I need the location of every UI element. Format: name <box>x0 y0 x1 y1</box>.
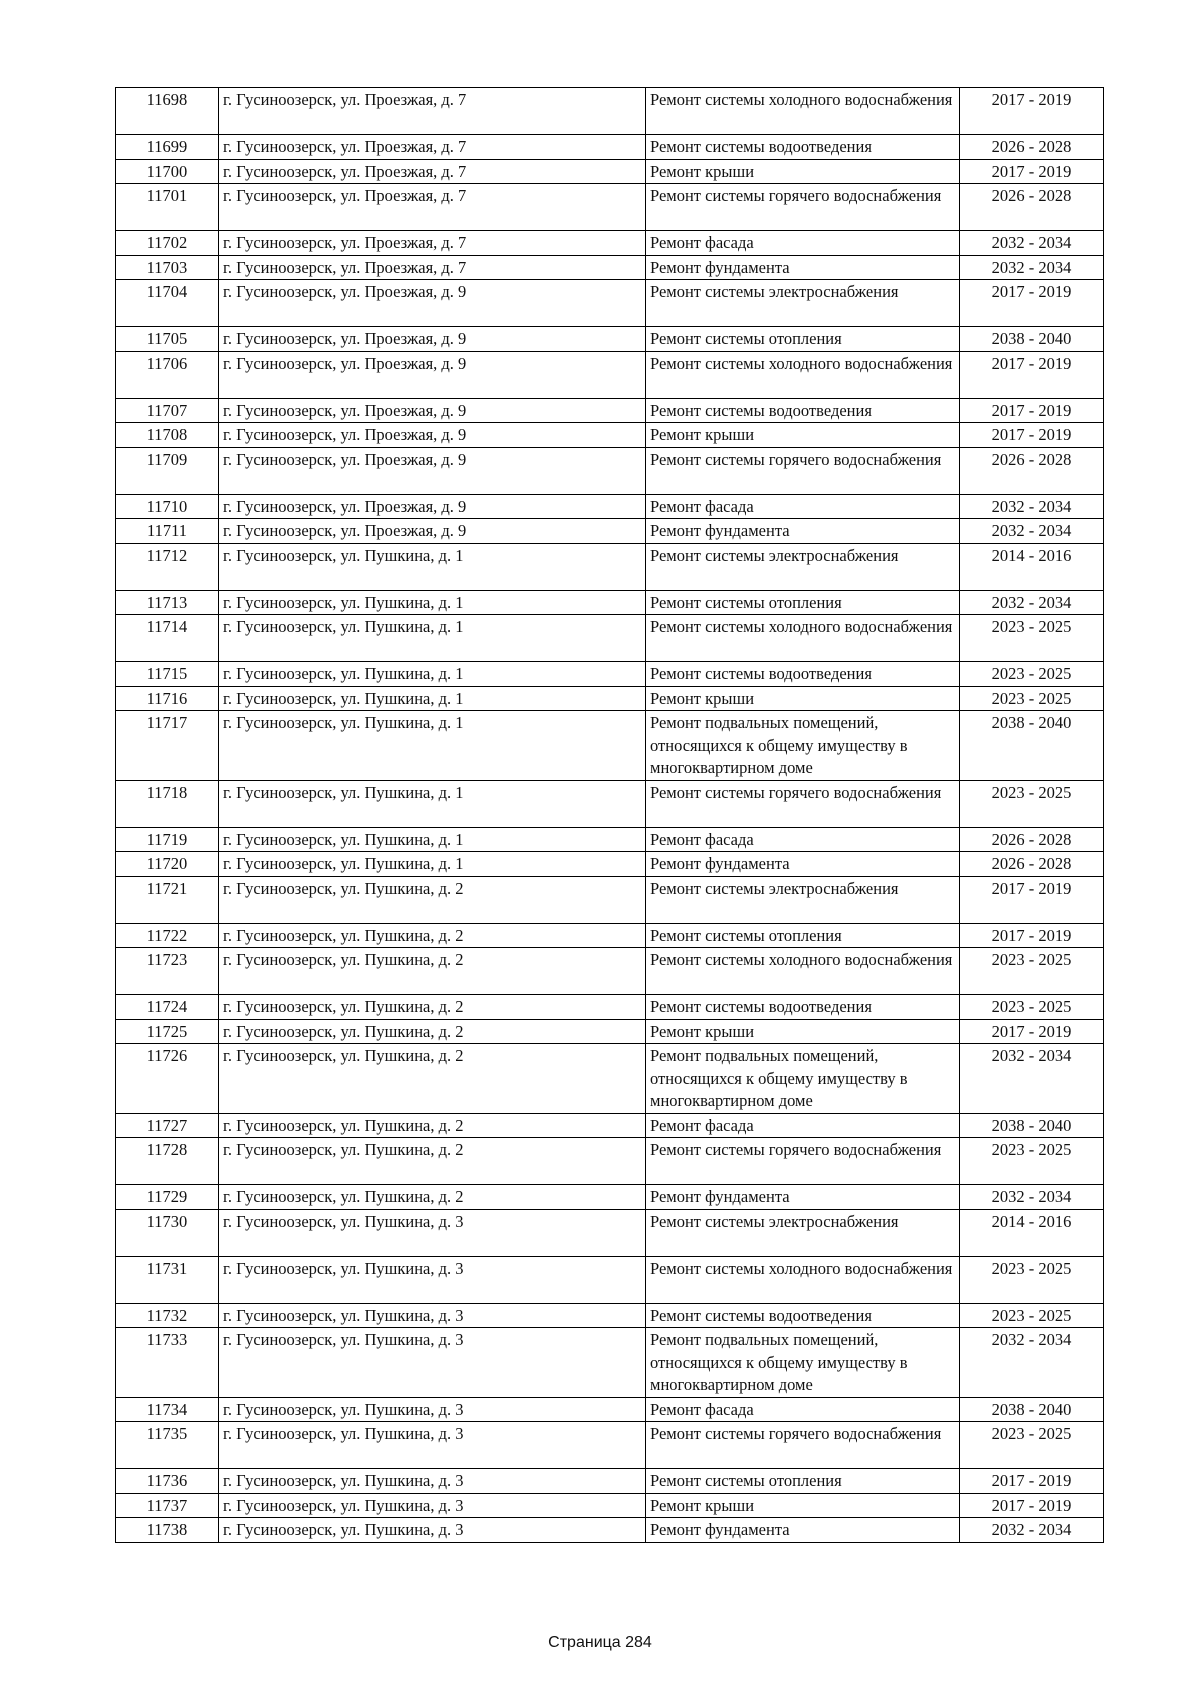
table-row <box>116 662 1104 687</box>
address-cell: г. Гусиноозерск, ул. Проезжая, д. 9 <box>219 351 646 398</box>
table-row <box>116 876 1104 923</box>
address-cell: г. Гусиноозерск, ул. Пушкина, д. 2 <box>219 923 646 948</box>
address-cell: г. Гусиноозерск, ул. Проезжая, д. 9 <box>219 423 646 448</box>
table-row <box>116 184 1104 231</box>
period-cell: 2032 - 2034 <box>960 1328 1104 1398</box>
table-row <box>116 1518 1104 1543</box>
row-number: 11700 <box>116 159 219 184</box>
period-cell: 2017 - 2019 <box>960 159 1104 184</box>
row-number: 11736 <box>116 1469 219 1494</box>
period-cell: 2017 - 2019 <box>960 398 1104 423</box>
period-cell: 2026 - 2028 <box>960 447 1104 494</box>
table-row <box>116 852 1104 877</box>
table-row <box>116 231 1104 256</box>
address-cell: г. Гусиноозерск, ул. Пушкина, д. 3 <box>219 1303 646 1328</box>
row-number: 11720 <box>116 852 219 877</box>
row-number: 11704 <box>116 280 219 327</box>
row-number: 11733 <box>116 1328 219 1398</box>
period-cell: 2032 - 2034 <box>960 494 1104 519</box>
row-number: 11718 <box>116 780 219 827</box>
work-type-cell: Ремонт системы горячего водоснабжения <box>646 1138 960 1185</box>
work-type-cell: Ремонт подвальных помещений, относящихся к общему имуществу в многоквартирном доме <box>646 711 960 781</box>
period-cell: 2017 - 2019 <box>960 1493 1104 1518</box>
period-cell: 2032 - 2034 <box>960 590 1104 615</box>
work-type-cell: Ремонт крыши <box>646 423 960 448</box>
table-row <box>116 948 1104 995</box>
work-type-cell: Ремонт системы водоотведения <box>646 995 960 1020</box>
work-type-cell: Ремонт фасада <box>646 494 960 519</box>
table-row <box>116 590 1104 615</box>
row-number: 11722 <box>116 923 219 948</box>
table-row <box>116 1113 1104 1138</box>
period-cell: 2023 - 2025 <box>960 780 1104 827</box>
address-cell: г. Гусиноозерск, ул. Проезжая, д. 9 <box>219 494 646 519</box>
period-cell: 2023 - 2025 <box>960 615 1104 662</box>
address-cell: г. Гусиноозерск, ул. Пушкина, д. 3 <box>219 1493 646 1518</box>
work-type-cell: Ремонт фундамента <box>646 852 960 877</box>
address-cell: г. Гусиноозерск, ул. Пушкина, д. 1 <box>219 852 646 877</box>
period-cell: 2038 - 2040 <box>960 1397 1104 1422</box>
row-number: 11724 <box>116 995 219 1020</box>
row-number: 11721 <box>116 876 219 923</box>
table-row <box>116 1493 1104 1518</box>
address-cell: г. Гусиноозерск, ул. Проезжая, д. 7 <box>219 135 646 160</box>
period-cell: 2017 - 2019 <box>960 876 1104 923</box>
table-row <box>116 615 1104 662</box>
address-cell: г. Гусиноозерск, ул. Пушкина, д. 2 <box>219 1044 646 1114</box>
address-cell: г. Гусиноозерск, ул. Проезжая, д. 7 <box>219 159 646 184</box>
table-row <box>116 995 1104 1020</box>
period-cell: 2023 - 2025 <box>960 686 1104 711</box>
address-cell: г. Гусиноозерск, ул. Пушкина, д. 1 <box>219 711 646 781</box>
work-type-cell: Ремонт системы отопления <box>646 590 960 615</box>
address-cell: г. Гусиноозерск, ул. Проезжая, д. 7 <box>219 88 646 135</box>
address-cell: г. Гусиноозерск, ул. Пушкина, д. 1 <box>219 662 646 687</box>
row-number: 11705 <box>116 327 219 352</box>
address-cell: г. Гусиноозерск, ул. Проезжая, д. 9 <box>219 280 646 327</box>
work-type-cell: Ремонт крыши <box>646 686 960 711</box>
work-type-cell: Ремонт подвальных помещений, относящихся к общему имуществу в многоквартирном доме <box>646 1044 960 1114</box>
table-row <box>116 1328 1104 1398</box>
row-number: 11731 <box>116 1256 219 1303</box>
table-row <box>116 351 1104 398</box>
table-body <box>116 88 1104 1543</box>
table-row <box>116 1138 1104 1185</box>
work-type-cell: Ремонт фасада <box>646 827 960 852</box>
work-type-cell: Ремонт системы электроснабжения <box>646 1209 960 1256</box>
row-number: 11699 <box>116 135 219 160</box>
work-type-cell: Ремонт системы горячего водоснабжения <box>646 780 960 827</box>
table-row <box>116 519 1104 544</box>
work-type-cell: Ремонт крыши <box>646 1493 960 1518</box>
table-row <box>116 423 1104 448</box>
period-cell: 2023 - 2025 <box>960 948 1104 995</box>
work-type-cell: Ремонт фундамента <box>646 519 960 544</box>
table-row <box>116 135 1104 160</box>
work-type-cell: Ремонт системы электроснабжения <box>646 280 960 327</box>
work-type-cell: Ремонт системы горячего водоснабжения <box>646 447 960 494</box>
work-type-cell: Ремонт системы холодного водоснабжения <box>646 88 960 135</box>
work-type-cell: Ремонт фундамента <box>646 1518 960 1543</box>
period-cell: 2026 - 2028 <box>960 852 1104 877</box>
address-cell: г. Гусиноозерск, ул. Проезжая, д. 7 <box>219 184 646 231</box>
address-cell: г. Гусиноозерск, ул. Пушкина, д. 2 <box>219 948 646 995</box>
row-number: 11730 <box>116 1209 219 1256</box>
period-cell: 2023 - 2025 <box>960 662 1104 687</box>
period-cell: 2017 - 2019 <box>960 1019 1104 1044</box>
period-cell: 2017 - 2019 <box>960 351 1104 398</box>
period-cell: 2014 - 2016 <box>960 1209 1104 1256</box>
table-row <box>116 447 1104 494</box>
row-number: 11708 <box>116 423 219 448</box>
work-type-cell: Ремонт системы водоотведения <box>646 662 960 687</box>
address-cell: г. Гусиноозерск, ул. Пушкина, д. 1 <box>219 543 646 590</box>
row-number: 11728 <box>116 1138 219 1185</box>
row-number: 11715 <box>116 662 219 687</box>
address-cell: г. Гусиноозерск, ул. Пушкина, д. 1 <box>219 780 646 827</box>
address-cell: г. Гусиноозерск, ул. Пушкина, д. 3 <box>219 1422 646 1469</box>
row-number: 11707 <box>116 398 219 423</box>
address-cell: г. Гусиноозерск, ул. Пушкина, д. 3 <box>219 1328 646 1398</box>
row-number: 11716 <box>116 686 219 711</box>
period-cell: 2014 - 2016 <box>960 543 1104 590</box>
address-cell: г. Гусиноозерск, ул. Проезжая, д. 9 <box>219 447 646 494</box>
period-cell: 2023 - 2025 <box>960 1138 1104 1185</box>
table-row <box>116 159 1104 184</box>
row-number: 11706 <box>116 351 219 398</box>
period-cell: 2017 - 2019 <box>960 88 1104 135</box>
row-number: 11738 <box>116 1518 219 1543</box>
work-type-cell: Ремонт системы холодного водоснабжения <box>646 948 960 995</box>
work-type-cell: Ремонт крыши <box>646 1019 960 1044</box>
table-row <box>116 780 1104 827</box>
address-cell: г. Гусиноозерск, ул. Пушкина, д. 2 <box>219 1185 646 1210</box>
row-number: 11726 <box>116 1044 219 1114</box>
period-cell: 2023 - 2025 <box>960 1303 1104 1328</box>
period-cell: 2023 - 2025 <box>960 1422 1104 1469</box>
address-cell: г. Гусиноозерск, ул. Пушкина, д. 2 <box>219 995 646 1020</box>
table-row <box>116 1469 1104 1494</box>
table-row <box>116 923 1104 948</box>
address-cell: г. Гусиноозерск, ул. Проезжая, д. 7 <box>219 231 646 256</box>
row-number: 11711 <box>116 519 219 544</box>
table-row <box>116 255 1104 280</box>
table-row <box>116 1422 1104 1469</box>
row-number: 11702 <box>116 231 219 256</box>
period-cell: 2026 - 2028 <box>960 135 1104 160</box>
address-cell: г. Гусиноозерск, ул. Проезжая, д. 7 <box>219 255 646 280</box>
work-type-cell: Ремонт системы электроснабжения <box>646 876 960 923</box>
work-type-cell: Ремонт системы холодного водоснабжения <box>646 351 960 398</box>
row-number: 11727 <box>116 1113 219 1138</box>
address-cell: г. Гусиноозерск, ул. Пушкина, д. 3 <box>219 1469 646 1494</box>
row-number: 11735 <box>116 1422 219 1469</box>
work-type-cell: Ремонт системы отопления <box>646 923 960 948</box>
period-cell: 2026 - 2028 <box>960 827 1104 852</box>
row-number: 11712 <box>116 543 219 590</box>
period-cell: 2017 - 2019 <box>960 280 1104 327</box>
period-cell: 2026 - 2028 <box>960 184 1104 231</box>
address-cell: г. Гусиноозерск, ул. Пушкина, д. 3 <box>219 1209 646 1256</box>
row-number: 11729 <box>116 1185 219 1210</box>
row-number: 11725 <box>116 1019 219 1044</box>
work-type-cell: Ремонт системы водоотведения <box>646 1303 960 1328</box>
table-row <box>116 1209 1104 1256</box>
table-row <box>116 543 1104 590</box>
page-number: Страница 284 <box>548 1634 652 1651</box>
period-cell: 2032 - 2034 <box>960 519 1104 544</box>
address-cell: г. Гусиноозерск, ул. Пушкина, д. 3 <box>219 1397 646 1422</box>
work-type-cell: Ремонт системы горячего водоснабжения <box>646 184 960 231</box>
address-cell: г. Гусиноозерск, ул. Пушкина, д. 1 <box>219 615 646 662</box>
row-number: 11714 <box>116 615 219 662</box>
table-row <box>116 327 1104 352</box>
work-type-cell: Ремонт подвальных помещений, относящихся к общему имуществу в многоквартирном доме <box>646 1328 960 1398</box>
row-number: 11734 <box>116 1397 219 1422</box>
period-cell: 2017 - 2019 <box>960 923 1104 948</box>
row-number: 11719 <box>116 827 219 852</box>
period-cell: 2017 - 2019 <box>960 1469 1104 1494</box>
row-number: 11701 <box>116 184 219 231</box>
period-cell: 2032 - 2034 <box>960 1044 1104 1114</box>
table-row <box>116 686 1104 711</box>
table-row <box>116 1256 1104 1303</box>
row-number: 11698 <box>116 88 219 135</box>
table-row <box>116 88 1104 135</box>
address-cell: г. Гусиноозерск, ул. Пушкина, д. 1 <box>219 686 646 711</box>
table-row <box>116 827 1104 852</box>
period-cell: 2038 - 2040 <box>960 1113 1104 1138</box>
period-cell: 2032 - 2034 <box>960 255 1104 280</box>
period-cell: 2017 - 2019 <box>960 423 1104 448</box>
period-cell: 2023 - 2025 <box>960 1256 1104 1303</box>
table-row <box>116 1303 1104 1328</box>
row-number: 11703 <box>116 255 219 280</box>
table-row <box>116 280 1104 327</box>
table-row <box>116 1019 1104 1044</box>
address-cell: г. Гусиноозерск, ул. Пушкина, д. 3 <box>219 1518 646 1543</box>
row-number: 11737 <box>116 1493 219 1518</box>
period-cell: 2023 - 2025 <box>960 995 1104 1020</box>
address-cell: г. Гусиноозерск, ул. Проезжая, д. 9 <box>219 327 646 352</box>
period-cell: 2038 - 2040 <box>960 711 1104 781</box>
work-type-cell: Ремонт системы электроснабжения <box>646 543 960 590</box>
address-cell: г. Гусиноозерск, ул. Пушкина, д. 2 <box>219 1138 646 1185</box>
work-type-cell: Ремонт фасада <box>646 231 960 256</box>
address-cell: г. Гусиноозерск, ул. Пушкина, д. 2 <box>219 1019 646 1044</box>
work-type-cell: Ремонт фасада <box>646 1113 960 1138</box>
work-type-cell: Ремонт системы горячего водоснабжения <box>646 1422 960 1469</box>
work-type-cell: Ремонт фасада <box>646 1397 960 1422</box>
work-type-cell: Ремонт системы водоотведения <box>646 398 960 423</box>
table-row <box>116 711 1104 781</box>
work-type-cell: Ремонт системы отопления <box>646 327 960 352</box>
row-number: 11710 <box>116 494 219 519</box>
work-type-cell: Ремонт фундамента <box>646 1185 960 1210</box>
row-number: 11713 <box>116 590 219 615</box>
row-number: 11717 <box>116 711 219 781</box>
row-number: 11723 <box>116 948 219 995</box>
address-cell: г. Гусиноозерск, ул. Пушкина, д. 1 <box>219 827 646 852</box>
address-cell: г. Гусиноозерск, ул. Пушкина, д. 1 <box>219 590 646 615</box>
address-cell: г. Гусиноозерск, ул. Проезжая, д. 9 <box>219 519 646 544</box>
address-cell: г. Гусиноозерск, ул. Пушкина, д. 3 <box>219 1256 646 1303</box>
address-cell: г. Гусиноозерск, ул. Проезжая, д. 9 <box>219 398 646 423</box>
table-row <box>116 398 1104 423</box>
work-type-cell: Ремонт системы отопления <box>646 1469 960 1494</box>
table-row <box>116 494 1104 519</box>
table-row <box>116 1044 1104 1114</box>
work-type-cell: Ремонт системы водоотведения <box>646 135 960 160</box>
address-cell: г. Гусиноозерск, ул. Пушкина, д. 2 <box>219 876 646 923</box>
table-row <box>116 1185 1104 1210</box>
work-type-cell: Ремонт системы холодного водоснабжения <box>646 615 960 662</box>
address-cell: г. Гусиноозерск, ул. Пушкина, д. 2 <box>219 1113 646 1138</box>
period-cell: 2032 - 2034 <box>960 231 1104 256</box>
work-type-cell: Ремонт крыши <box>646 159 960 184</box>
period-cell: 2038 - 2040 <box>960 327 1104 352</box>
table-row <box>116 1397 1104 1422</box>
work-type-cell: Ремонт фундамента <box>646 255 960 280</box>
work-type-cell: Ремонт системы холодного водоснабжения <box>646 1256 960 1303</box>
period-cell: 2032 - 2034 <box>960 1185 1104 1210</box>
row-number: 11732 <box>116 1303 219 1328</box>
repair-schedule-table <box>115 87 1104 1543</box>
period-cell: 2032 - 2034 <box>960 1518 1104 1543</box>
row-number: 11709 <box>116 447 219 494</box>
